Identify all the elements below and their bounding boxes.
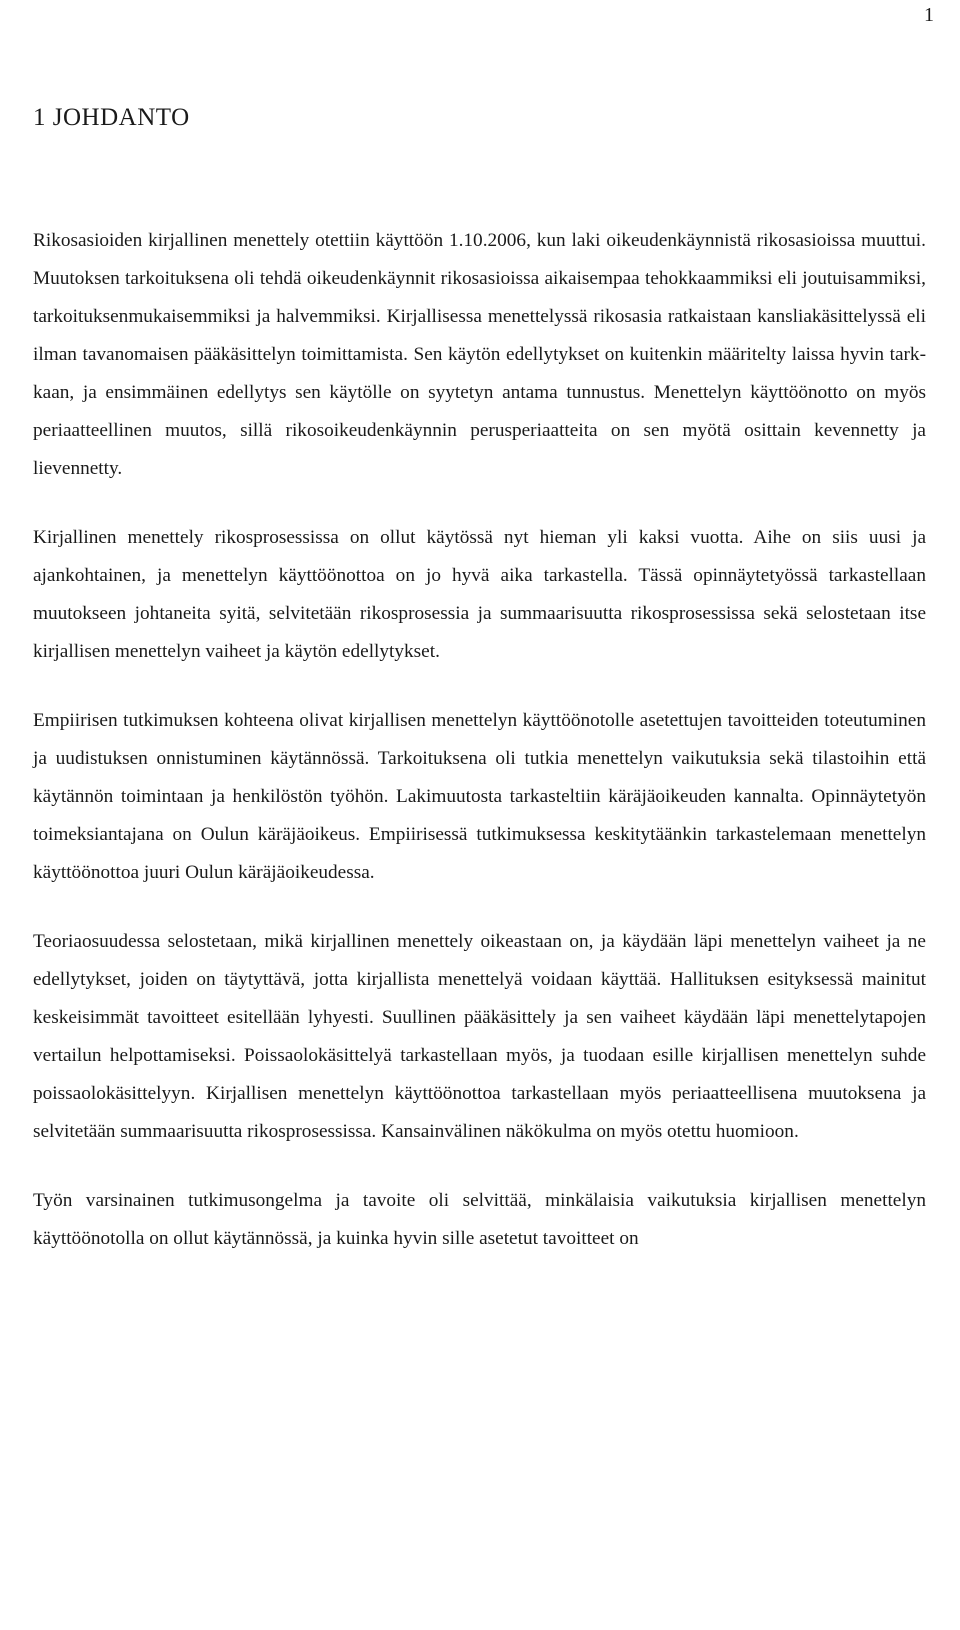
paragraph-2: Kirjallinen menettely rikosprosessissa on ollut käytössä nyt hieman yli kaksi vuotta. Aihe on siis uusi ja ajankohtainen, ja menettelyn käyttöönottoa on jo hyvä aika tarkastella. Tässä opinnäytetyössä tarkastellaan muutokseen johtaneita syitä, selvitetään rikosprosessia ja summaarisuutta rikosprosessissa sekä selostetaan itse kirjallisen menettelyn vaiheet ja käytön edellytykset. <box>33 527 926 662</box>
paragraph-1: Rikosasioiden kirjallinen menettely otettiin käyttöön 1.10.2006, kun laki oikeudenkäynnistä rikosasioissa muuttui. Muutoksen tarkoituksena oli tehdä oikeudenkäynnit rikosasioissa aikaisempaa tehokkaammiksi eli joutuisammiksi, tarkoituksenmukaisemmiksi ja halvemmiksi. Kirjallisessa menettelyssä rikosasia ratkaistaan kansliakäsittelyssä eli ilman tavanomaisen pääkäsittelyn toimittamista. Sen käytön edellytykset on kuitenkin määritelty laissa hyvin tarkkaan, ja ensimmäinen edellytys sen käytölle on syytetyn antama tunnustus. Menettelyn käyttöönotto on myös periaatteellinen muutos, sillä rikosoikeudenkäynnin perusperiaatteita on sen myötä osittain kevennetty ja lievennetty. <box>33 230 926 479</box>
chapter-heading: 1 JOHDANTO <box>33 104 190 131</box>
page-number: 1 <box>924 4 934 26</box>
body-text <box>33 222 926 1289</box>
paragraph-3: Empiirisen tutkimuksen kohteena olivat kirjallisen menettelyn käyttöönotolle asetettujen tavoitteiden toteutuminen ja uudistuksen onnistuminen käytännössä. Tarkoituksena oli tutkia menettelyn vaikutuksia sekä tilastoihin että käytännön toimintaan ja henkilöstön työhön. Lakimuutosta tarkasteltiin käräjäoikeuden kannalta. Opinnäytetyön toimeksiantajana on Oulun käräjäoikeus. Empiirisessä tutkimuksessa keskitytäänkin tarkastelemaan menettelyn käyttöönottoa juuri Oulun käräjäoikeudessa. <box>33 710 926 883</box>
paragraph-5: Työn varsinainen tutkimusongelma ja tavoite oli selvittää, minkälaisia vaikutuksia kirjallisen menettelyn käyttöönotolla on ollut käytännössä, ja kuinka hyvin sille asetetut tavoitteet on <box>33 1190 926 1249</box>
paragraph-4: Teoriaosuudessa selostetaan, mikä kirjallinen menettely oikeastaan on, ja käydään läpi menettelyn vaiheet ja ne edellytykset, joiden on täytyttävä, jotta kirjallista menettelyä voidaan käyttää. Hallituksen esityksessä mainitut keskeisimmät tavoitteet esitellään lyhyesti. Suullinen pääkäsittely ja sen vaiheet käydään läpi menettelytapojen vertailun helpottamiseksi. Poissaolokäsittelyä tarkastellaan myös, ja tuodaan esille kirjallisen menettelyn suhde poissaolokäsittelyyn. Kirjallisen menettelyn käyttöönottoa tarkastellaan myös periaatteellisena muutoksena ja selvitetään summaarisuutta rikosprosessissa. Kansainvälinen näkökulma on myös otettu huomioon. <box>33 931 926 1142</box>
